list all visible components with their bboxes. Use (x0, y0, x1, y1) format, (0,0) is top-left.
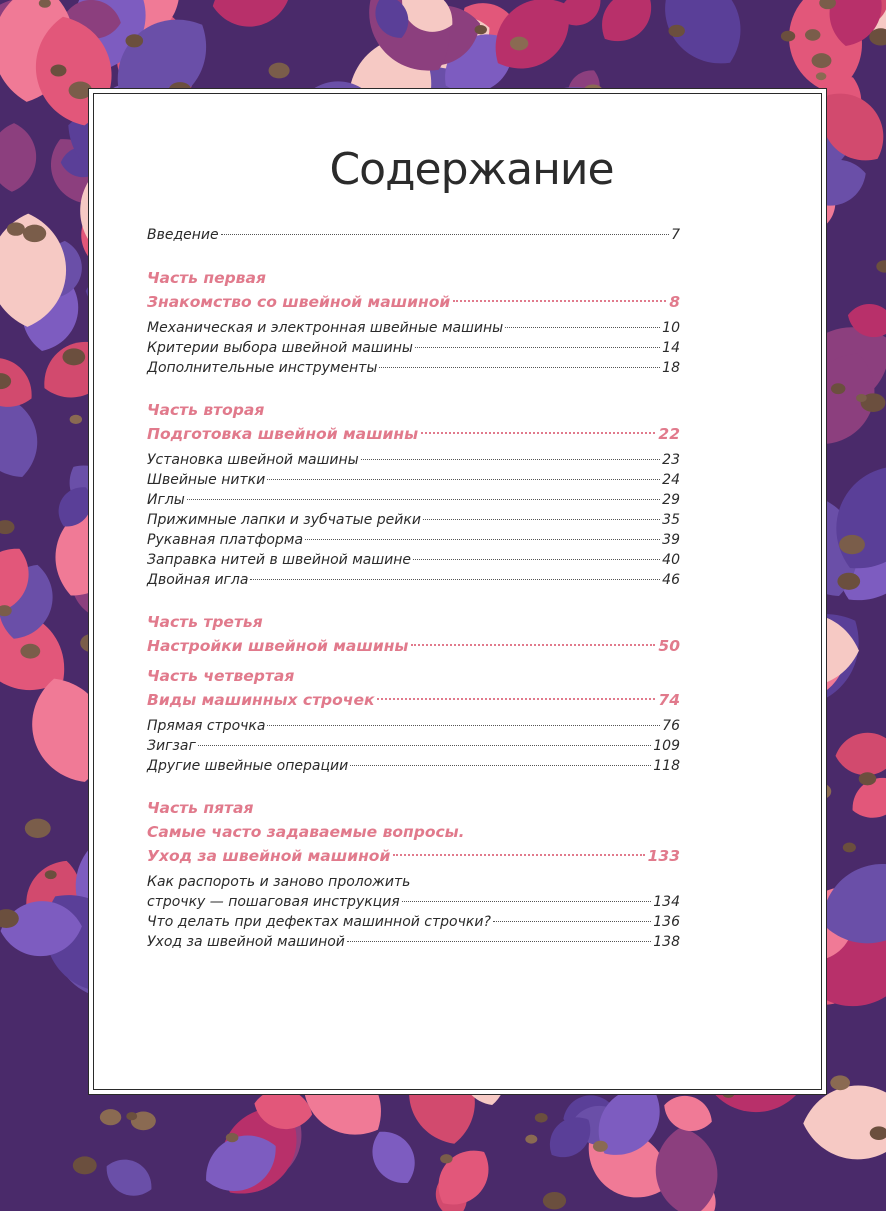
part-title-entry[interactable] (147, 688, 680, 712)
toc-entry-label: Прижимные лапки и зубчатые рейки (147, 512, 421, 528)
spot-shape (876, 260, 886, 272)
leaf-shape (209, 0, 295, 32)
toc-entry-label: Что делать при дефектах машинной строчки? (147, 914, 491, 930)
toc-entry[interactable] (147, 550, 680, 570)
spot-shape (816, 72, 826, 80)
spot-shape (269, 63, 290, 79)
spot-shape (62, 348, 85, 365)
spot-shape (535, 1113, 548, 1123)
spot-shape (20, 644, 40, 659)
toc-entry-label: Иглы (147, 492, 185, 508)
leaf-shape (834, 731, 886, 777)
toc-entry[interactable] (147, 932, 680, 952)
spot-shape (126, 1112, 137, 1120)
toc-entry[interactable] (147, 736, 680, 756)
part-title: Настройки швейной машины (147, 637, 409, 655)
part-title-entry[interactable] (147, 422, 680, 446)
toc-entry-label: Уход за швейной машиной (147, 934, 345, 950)
toc-entry-page: 10 (662, 320, 680, 336)
toc-entry[interactable] (147, 912, 680, 932)
part-title-line: Самые часто задаваемые вопросы. (147, 823, 465, 841)
toc-entry-first-line: Как распороть и заново проложить (147, 874, 411, 890)
leaf-shape (659, 1089, 718, 1138)
toc-entry-page: 35 (662, 512, 680, 528)
toc-entry[interactable] (147, 450, 680, 470)
spot-shape (805, 29, 820, 41)
spot-shape (45, 870, 57, 879)
spot-shape (440, 1154, 452, 1163)
spot-shape (859, 772, 877, 785)
part-label: Часть первая (147, 269, 266, 287)
toc-entry-page: 7 (671, 227, 680, 243)
toc-entry-label: строчку — пошаговая инструкция (147, 894, 400, 910)
toc-entry-label: Зигзаг (147, 738, 196, 754)
dot-leader (347, 941, 651, 942)
dot-leader (377, 698, 655, 700)
dot-leader (402, 901, 652, 902)
dot-leader (267, 479, 660, 480)
leaf-shape (99, 1151, 159, 1204)
toc-entry[interactable] (147, 490, 680, 510)
part-label: Часть четвертая (147, 667, 295, 685)
dot-leader (493, 921, 651, 922)
part-title: Знакомство со швейной машиной (147, 293, 451, 311)
part-page: 8 (669, 293, 680, 311)
spot-shape (830, 1075, 850, 1090)
toc-entry-label: Дополнительные инструменты (147, 360, 378, 376)
toc-entry-page: 23 (662, 452, 680, 468)
spot-shape (100, 1109, 121, 1125)
spot-shape (50, 64, 66, 76)
spot-shape (73, 1156, 97, 1174)
dot-leader (379, 367, 660, 368)
toc-entry-label: Критерии выбора швейной машины (147, 340, 413, 356)
leaf-shape (590, 0, 664, 54)
spot-shape (510, 37, 528, 51)
toc-entry[interactable] (147, 318, 680, 338)
toc-entry[interactable] (147, 570, 680, 590)
leaf-shape (0, 122, 37, 192)
part-title-entry[interactable] (147, 634, 680, 658)
part-label: Часть вторая (147, 401, 265, 419)
dot-leader (415, 347, 660, 348)
toc-entry[interactable] (147, 892, 680, 912)
part-page: 74 (658, 691, 680, 709)
toc-entry-page: 46 (662, 572, 680, 588)
dot-leader (305, 539, 660, 540)
toc-entry-page: 24 (662, 472, 680, 488)
spot-shape (812, 53, 832, 68)
toc-entry[interactable] (147, 716, 680, 736)
part-label: Часть пятая (147, 799, 254, 817)
toc-entry[interactable] (147, 338, 680, 358)
toc-entry-page: 40 (662, 552, 680, 568)
toc-entry[interactable] (147, 470, 680, 490)
toc-entry-intro[interactable] (147, 225, 680, 245)
dot-leader (361, 459, 660, 460)
toc-entry-page: 14 (662, 340, 680, 356)
toc-entry-page: 118 (653, 758, 680, 774)
toc-entry[interactable] (147, 530, 680, 550)
leaf-shape (362, 1122, 425, 1192)
toc-entry[interactable] (147, 510, 680, 530)
spot-shape (837, 573, 860, 590)
dot-leader (421, 432, 655, 434)
spot-shape (226, 1133, 239, 1142)
toc-entry-page: 39 (662, 532, 680, 548)
toc-entry-label: Рукавная платформа (147, 532, 304, 548)
dot-leader (198, 745, 651, 746)
part-title: Виды машинных строчек (147, 691, 375, 709)
toc-entry-label: Введение (147, 227, 219, 243)
toc-entry-page: 29 (662, 492, 680, 508)
spot-shape (7, 222, 25, 235)
part-title: Уход за швейной машиной (147, 847, 391, 865)
part-page: 133 (647, 847, 680, 865)
toc-entry-page: 138 (653, 934, 680, 950)
spot-shape (543, 1192, 566, 1209)
spot-shape (25, 819, 51, 838)
toc-entry-label: Установка швейной машины (147, 452, 359, 468)
spot-shape (70, 415, 82, 424)
toc-entry-page: 18 (662, 360, 680, 376)
toc-entry-page: 109 (653, 738, 680, 754)
spot-shape (843, 843, 856, 853)
table-of-contents (147, 225, 680, 952)
toc-entry[interactable] (147, 756, 680, 776)
spot-shape (126, 34, 144, 47)
dot-leader (393, 854, 644, 856)
spot-shape (525, 1135, 537, 1144)
dot-leader (413, 559, 660, 560)
dot-leader (267, 725, 660, 726)
spot-shape (475, 25, 487, 34)
toc-entry-label: Заправка нитей в швейной машине (147, 552, 412, 568)
dot-leader (505, 327, 660, 328)
toc-entry-label: Двойная игла (147, 572, 249, 588)
spot-shape (831, 383, 845, 394)
part-page: 22 (658, 425, 680, 443)
dot-leader (350, 765, 651, 766)
page-title: Содержание (329, 144, 614, 195)
spot-shape (839, 535, 865, 554)
dot-leader (453, 300, 666, 302)
dot-leader (187, 499, 660, 500)
contents-page (88, 88, 827, 1095)
leaf-shape (803, 1085, 886, 1161)
part-title: Подготовка швейной машины (147, 425, 419, 443)
part-title-entry[interactable] (147, 844, 680, 868)
toc-entry-page: 136 (653, 914, 680, 930)
part-label: Часть третья (147, 613, 263, 631)
toc-entry-page: 76 (662, 718, 680, 734)
toc-entry-label: Другие швейные операции (147, 758, 349, 774)
toc-entry-label: Швейные нитки (147, 472, 266, 488)
toc-entry[interactable] (147, 358, 680, 378)
part-title-entry[interactable] (147, 290, 680, 314)
toc-entry-label: Прямая строчка (147, 718, 266, 734)
part-page: 50 (658, 637, 680, 655)
dot-leader (423, 519, 660, 520)
spot-shape (23, 225, 46, 242)
spot-shape (856, 394, 867, 402)
leaf-shape (646, 0, 759, 81)
dot-leader (221, 234, 669, 235)
spot-shape (781, 31, 795, 42)
dot-leader (250, 579, 660, 580)
spot-shape (0, 520, 15, 534)
spot-shape (593, 1141, 608, 1152)
toc-entry-page: 134 (653, 894, 680, 910)
dot-leader (411, 644, 655, 646)
spot-shape (668, 25, 684, 37)
toc-entry-label: Механическая и электронная швейные машины (147, 320, 504, 336)
